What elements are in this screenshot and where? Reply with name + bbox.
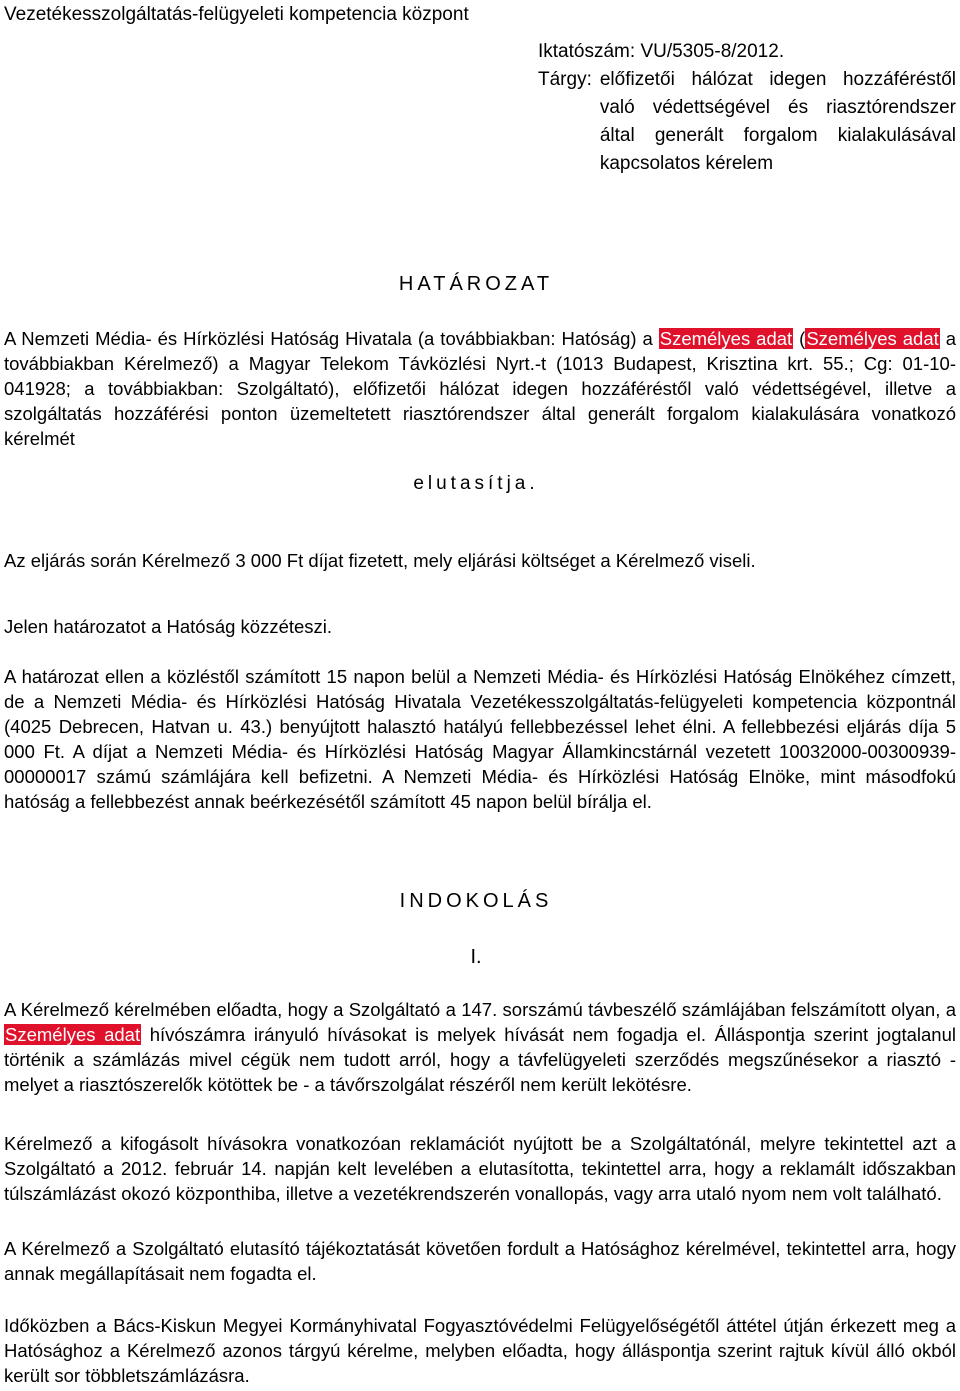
reasoning-paragraph-3: A Kérelmező a Szolgáltató elutasító tájékoztatását követően fordult a Hatósághoz kérelmével, tekintettel arra, hogy annak megállapításait nem fogadta el. <box>4 1238 956 1284</box>
reasoning-paragraph-4: Időközben a Bács-Kiskun Megyei Kormányhivatal Fogyasztóvédelmi Felügyelőségétől áttétel útján érkezett meg a Hatósághoz a Kérelmező azonos tárgyú kérelme, melyben előadta, hogy álláspontja szerint rajtuk kívül álló okból került sor többletszámlázásra. <box>4 1315 956 1386</box>
reasoning-paragraph-2: Kérelmező a kifogásolt hívásokra vonatkozóan reklamációt nyújtott be a Szolgáltatónál, melyre tekintettel azt a Szolgáltató a 2012. február 14. napján kelt levelében a elutasította, tekintettel arra, hogy a reklamált időszakban túlszámlázást okozó központhiba, illetve a vezetékrendszerén vonallopás, vagy arra utaló nyom nem volt található. <box>4 1133 956 1204</box>
subject-text: előfizetői hálózat idegen hozzáféréstől való védettségével és riasztórendszer által generált forgalom kialakulásával kapcsolatos kérelem <box>599 69 956 174</box>
organization-name: Vezetékesszolgáltatás-felügyeleti kompetencia központ <box>4 4 469 25</box>
reference-block <box>538 38 956 178</box>
verdict: elutasítja. <box>413 473 539 494</box>
reasoning-p1-a: A Kérelmező kérelmében előadta, hogy a Szolgáltató a 147. sorszámú távbeszélő számlájában felszámított olyan, a <box>4 999 956 1020</box>
reference-number <box>538 38 956 66</box>
reference-label: Iktatószám: <box>538 41 636 62</box>
redacted-personal-data: Személyes adat <box>5 1024 141 1045</box>
subject <box>538 66 956 178</box>
subject-label: Tárgy: <box>538 69 592 90</box>
section-number: I. <box>470 946 482 968</box>
decision-paragraph-3: Jelen határozatot a Hatóság közzéteszi. <box>4 616 333 637</box>
decision-p1-b: ( <box>793 328 806 349</box>
reasoning-paragraph-1 <box>4 997 956 1097</box>
decision-paragraph-1 <box>4 326 956 451</box>
decision-p1-c: a továbbiakban Kérelmező) a Magyar Telekom Távközlési Nyrt.-t (1013 Budapest, Krisztina krt. 55.; Cg: 01-10-041928; a továbbiakban: Szolgáltató), előfizetői hálózat idegen hozzáféréstől való védettségével, illetve a szolgáltatás hozzáférési ponton üzemeltetett riasztórendszer által generált forgalom kialakulására vonatkozó kérelmét <box>4 328 957 449</box>
reasoning-p1-b: hívószámra irányuló hívásokat is melyek hívását nem fogadja el. Álláspontja szerint jogtalanul történik a számlázás mivel cégük nem tudott arról, hogy a távfelügyeleti szerződés megszűnésekor a riasztó - melyet a riasztószerelők kötöttek be - a távőrszolgálat részéről nem került lekötésre. <box>4 1024 956 1095</box>
reasoning-title: INDOKOLÁS <box>399 890 553 912</box>
decision-p1-a: A Nemzeti Média- és Hírközlési Hatóság Hivatala (a továbbiakban: Hatóság) a <box>4 328 659 349</box>
decision-title: HATÁROZAT <box>398 273 554 295</box>
redacted-personal-data: Személyes adat <box>806 328 939 349</box>
decision-paragraph-4: A határozat ellen a közléstől számított 15 napon belül a Nemzeti Média- és Hírközlési Hatóság Elnökéhez címzett, de a Nemzeti Média- és Hírközlési Hatóság Hivatala Vezetékesszolgáltatás-felügyeleti kompetencia központnál (4025 Debrecen, Hatvan u. 43.) benyújtott halasztó hatályú fellebbezéssel lehet élni. A fellebbezési eljárás díja 5 000 Ft. A díjat a Nemzeti Média- és Hírközlési Hatóság Magyar Államkincstárnál vezetett 10032000-00300939-00000017 számú számlájára kell befizetni. A Nemzeti Média- és Hírközlési Hatóság Elnöke, mint másodfokú hatóság a fellebbezést annak beérkezésétől számított 45 napon belül bírálja el. <box>4 666 956 812</box>
redacted-personal-data: Személyes adat <box>659 328 793 349</box>
decision-paragraph-2: Az eljárás során Kérelmező 3 000 Ft díjat fizetett, mely eljárási költséget a Kérelmező viseli. <box>4 550 756 571</box>
reference-value: VU/5305-8/2012. <box>640 41 785 62</box>
